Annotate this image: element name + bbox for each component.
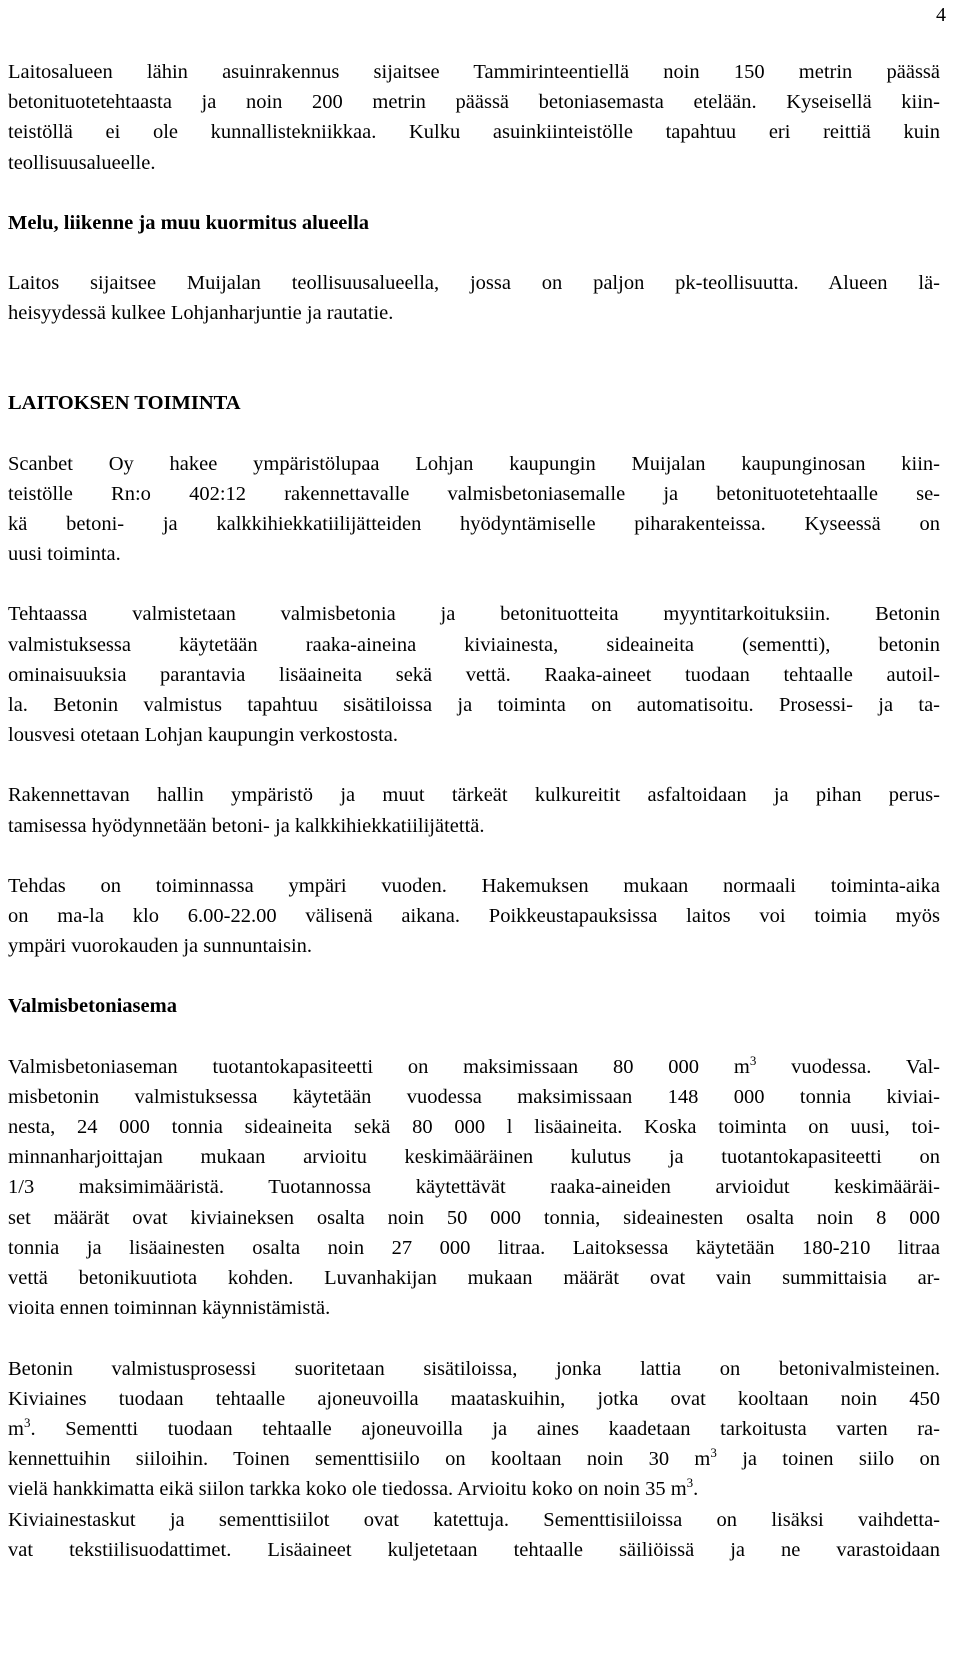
superscript: 3 bbox=[749, 1052, 757, 1068]
paragraph-capacity bbox=[8, 1052, 940, 1324]
paragraph-production bbox=[8, 599, 940, 750]
text-fragment: . Sementti tuodaan tehtaalle ajoneuvoilla ja aines kaadetaan tarkoitusta varten ra- bbox=[30, 1417, 940, 1440]
text-line: kä betoni- ja kalkkihiekkatiilijätteiden hyödyntämiselle piharakenteissa. Kyseessä on bbox=[8, 513, 940, 536]
document-body bbox=[8, 57, 940, 1565]
paragraph-operating-hours bbox=[8, 871, 940, 962]
text-line: betonituotetehtaasta ja noin 200 metrin päässä betoniasemasta etelään. Kyseisellä kiin- bbox=[8, 91, 940, 114]
superscript: 3 bbox=[23, 1414, 31, 1430]
text-line: Kiviainestaskut ja sementtisiilot ovat katettuja. Sementtisiiloissa on lisäksi vaihdetta- bbox=[8, 1508, 940, 1531]
text-fragment: ja toinen siilo on bbox=[716, 1448, 940, 1471]
text-line: vettä betonikuutiota kohden. Luvanhakijan mukaan määrät ovat vain summittaisia ar- bbox=[8, 1267, 940, 1290]
text-fragment: vielä hankkimatta eikä siilon tarkka koko ole tiedossa. Arvioitu koko on noin 35 m bbox=[8, 1478, 687, 1501]
text-line: Laitosalueen lähin asuinrakennus sijaitsee Tammirinteentiellä noin 150 metrin päässä bbox=[8, 61, 940, 83]
paragraph-permit-application bbox=[8, 449, 940, 570]
text-fragment: . bbox=[693, 1478, 699, 1501]
text-line: tonnia ja lisäainesten osalta noin 27 000 litraa. Laitoksessa käytetään 180-210 litraa bbox=[8, 1236, 940, 1259]
superscript: 3 bbox=[710, 1445, 717, 1461]
text-line: Tehdas on toiminnassa ympäri vuoden. Hakemuksen mukaan normaali toiminta-aika bbox=[8, 874, 940, 897]
page-number: 4 bbox=[936, 4, 946, 26]
text-fragment: vuodessa. Val- bbox=[756, 1055, 941, 1078]
text-line: ominaisuuksia parantavia lisäaineita sekä vettä. Raaka-aineet tuodaan tehtaalle autoil- bbox=[8, 663, 940, 686]
text-line: heisyydessä kulkee Lohjanharjuntie ja rautatie. bbox=[8, 302, 394, 325]
text-line: misbetonin valmistuksessa käytetään vuodessa maksimissaan 148 000 tonnia kiviai- bbox=[8, 1085, 940, 1108]
text-line: Betonin valmistusprosessi suoritetaan sisätiloissa, jonka lattia on betonivalmisteinen. bbox=[8, 1357, 940, 1380]
text-line: teistölle Rn:o 402:12 rakennettavalle valmisbetoniasemalle ja betonituotetehtaalle se- bbox=[8, 482, 940, 505]
text-line: lousvesi otetaan Lohjan kaupungin verkostosta. bbox=[8, 724, 398, 747]
text-line: uusi toiminta. bbox=[8, 543, 121, 566]
text-line: Tehtaassa valmistetaan valmisbetonia ja betonituotteita myyntitarkoituksiin. Betonin bbox=[8, 603, 940, 626]
heading-ready-mix-station: Valmisbetoniasema bbox=[8, 995, 177, 1018]
text-line: Kiviaines tuodaan tehtaalle ajoneuvoilla maataskuihin, jotka ovat kooltaan noin 450 bbox=[8, 1387, 940, 1410]
text-line: Rakennettavan hallin ympäristö ja muut tärkeät kulkureitit asfaltoidaan ja pihan perus- bbox=[8, 784, 940, 807]
heading-noise-traffic: Melu, liikenne ja muu kuormitus alueella bbox=[8, 211, 370, 234]
text-line bbox=[8, 1052, 940, 1082]
paragraph-hall-surroundings bbox=[8, 780, 940, 840]
text-fragment: kennettuihin siiloihin. Toinen sementtisiilo on kooltaan noin 30 m bbox=[8, 1448, 711, 1471]
text-fragment: m bbox=[8, 1417, 24, 1440]
text-line: 1/3 maksimimääristä. Tuotannossa käytettävät raaka-aineiden arvioidut keskimääräi- bbox=[8, 1176, 940, 1199]
text-fragment: Valmisbetoniaseman tuotantokapasiteetti on maksimissaan 80 000 m bbox=[8, 1055, 750, 1078]
text-line bbox=[8, 1414, 940, 1444]
text-line: tamisessa hyödynnetään betoni- ja kalkkihiekkatiilijätettä. bbox=[8, 814, 485, 837]
superscript: 3 bbox=[686, 1475, 694, 1491]
text-line: ympäri vuorokauden ja sunnuntaisin. bbox=[8, 935, 313, 958]
text-line: Laitos sijaitsee Muijalan teollisuusalueella, jossa on paljon pk-teollisuutta. Alueen lä- bbox=[8, 272, 940, 295]
text-line: la. Betonin valmistus tapahtuu sisätiloissa ja toiminta on automatisoitu. Prosessi- ja ta- bbox=[8, 694, 940, 717]
text-line: teollisuusalueelle. bbox=[8, 151, 156, 174]
paragraph-industrial-area bbox=[8, 268, 940, 328]
heading-plant-operation: LAITOKSEN TOIMINTA bbox=[8, 392, 241, 415]
text-line: valmistuksessa käytetään raaka-aineina kiviainesta, sideaineita (sementti), betonin bbox=[8, 633, 940, 656]
text-line: minnanharjoittajan mukaan arvioitu keskimääräinen kulutus ja tuotantokapasiteetti on bbox=[8, 1146, 940, 1169]
paragraph-process bbox=[8, 1354, 940, 1565]
text-line: set määrät ovat kiviaineksen osalta noin 50 000 tonnia, sideainesten osalta noin 8 000 bbox=[8, 1206, 940, 1229]
text-line: on ma-la klo 6.00-22.00 välisenä aikana. Poikkeustapauksissa laitos voi toimia myös bbox=[8, 905, 940, 928]
paragraph-residential-distance bbox=[8, 57, 940, 178]
text-line: nesta, 24 000 tonnia sideaineita sekä 80 000 l lisäaineita. Koska toiminta on uusi, toi- bbox=[8, 1116, 940, 1139]
text-line bbox=[8, 1474, 940, 1504]
text-line: teistöllä ei ole kunnallistekniikkaa. Kulku asuinkiinteistölle tapahtuu eri reittiä kuin bbox=[8, 121, 940, 144]
text-line: Scanbet Oy hakee ympäristölupaa Lohjan kaupungin Muijalan kaupunginosan kiin- bbox=[8, 452, 940, 475]
text-line: vat tekstiilisuodattimet. Lisäaineet kuljetetaan tehtaalle säiliöissä ja ne varastoidaan bbox=[8, 1538, 940, 1561]
text-line: vioita ennen toiminnan käynnistämistä. bbox=[8, 1297, 331, 1320]
text-line bbox=[8, 1444, 940, 1474]
